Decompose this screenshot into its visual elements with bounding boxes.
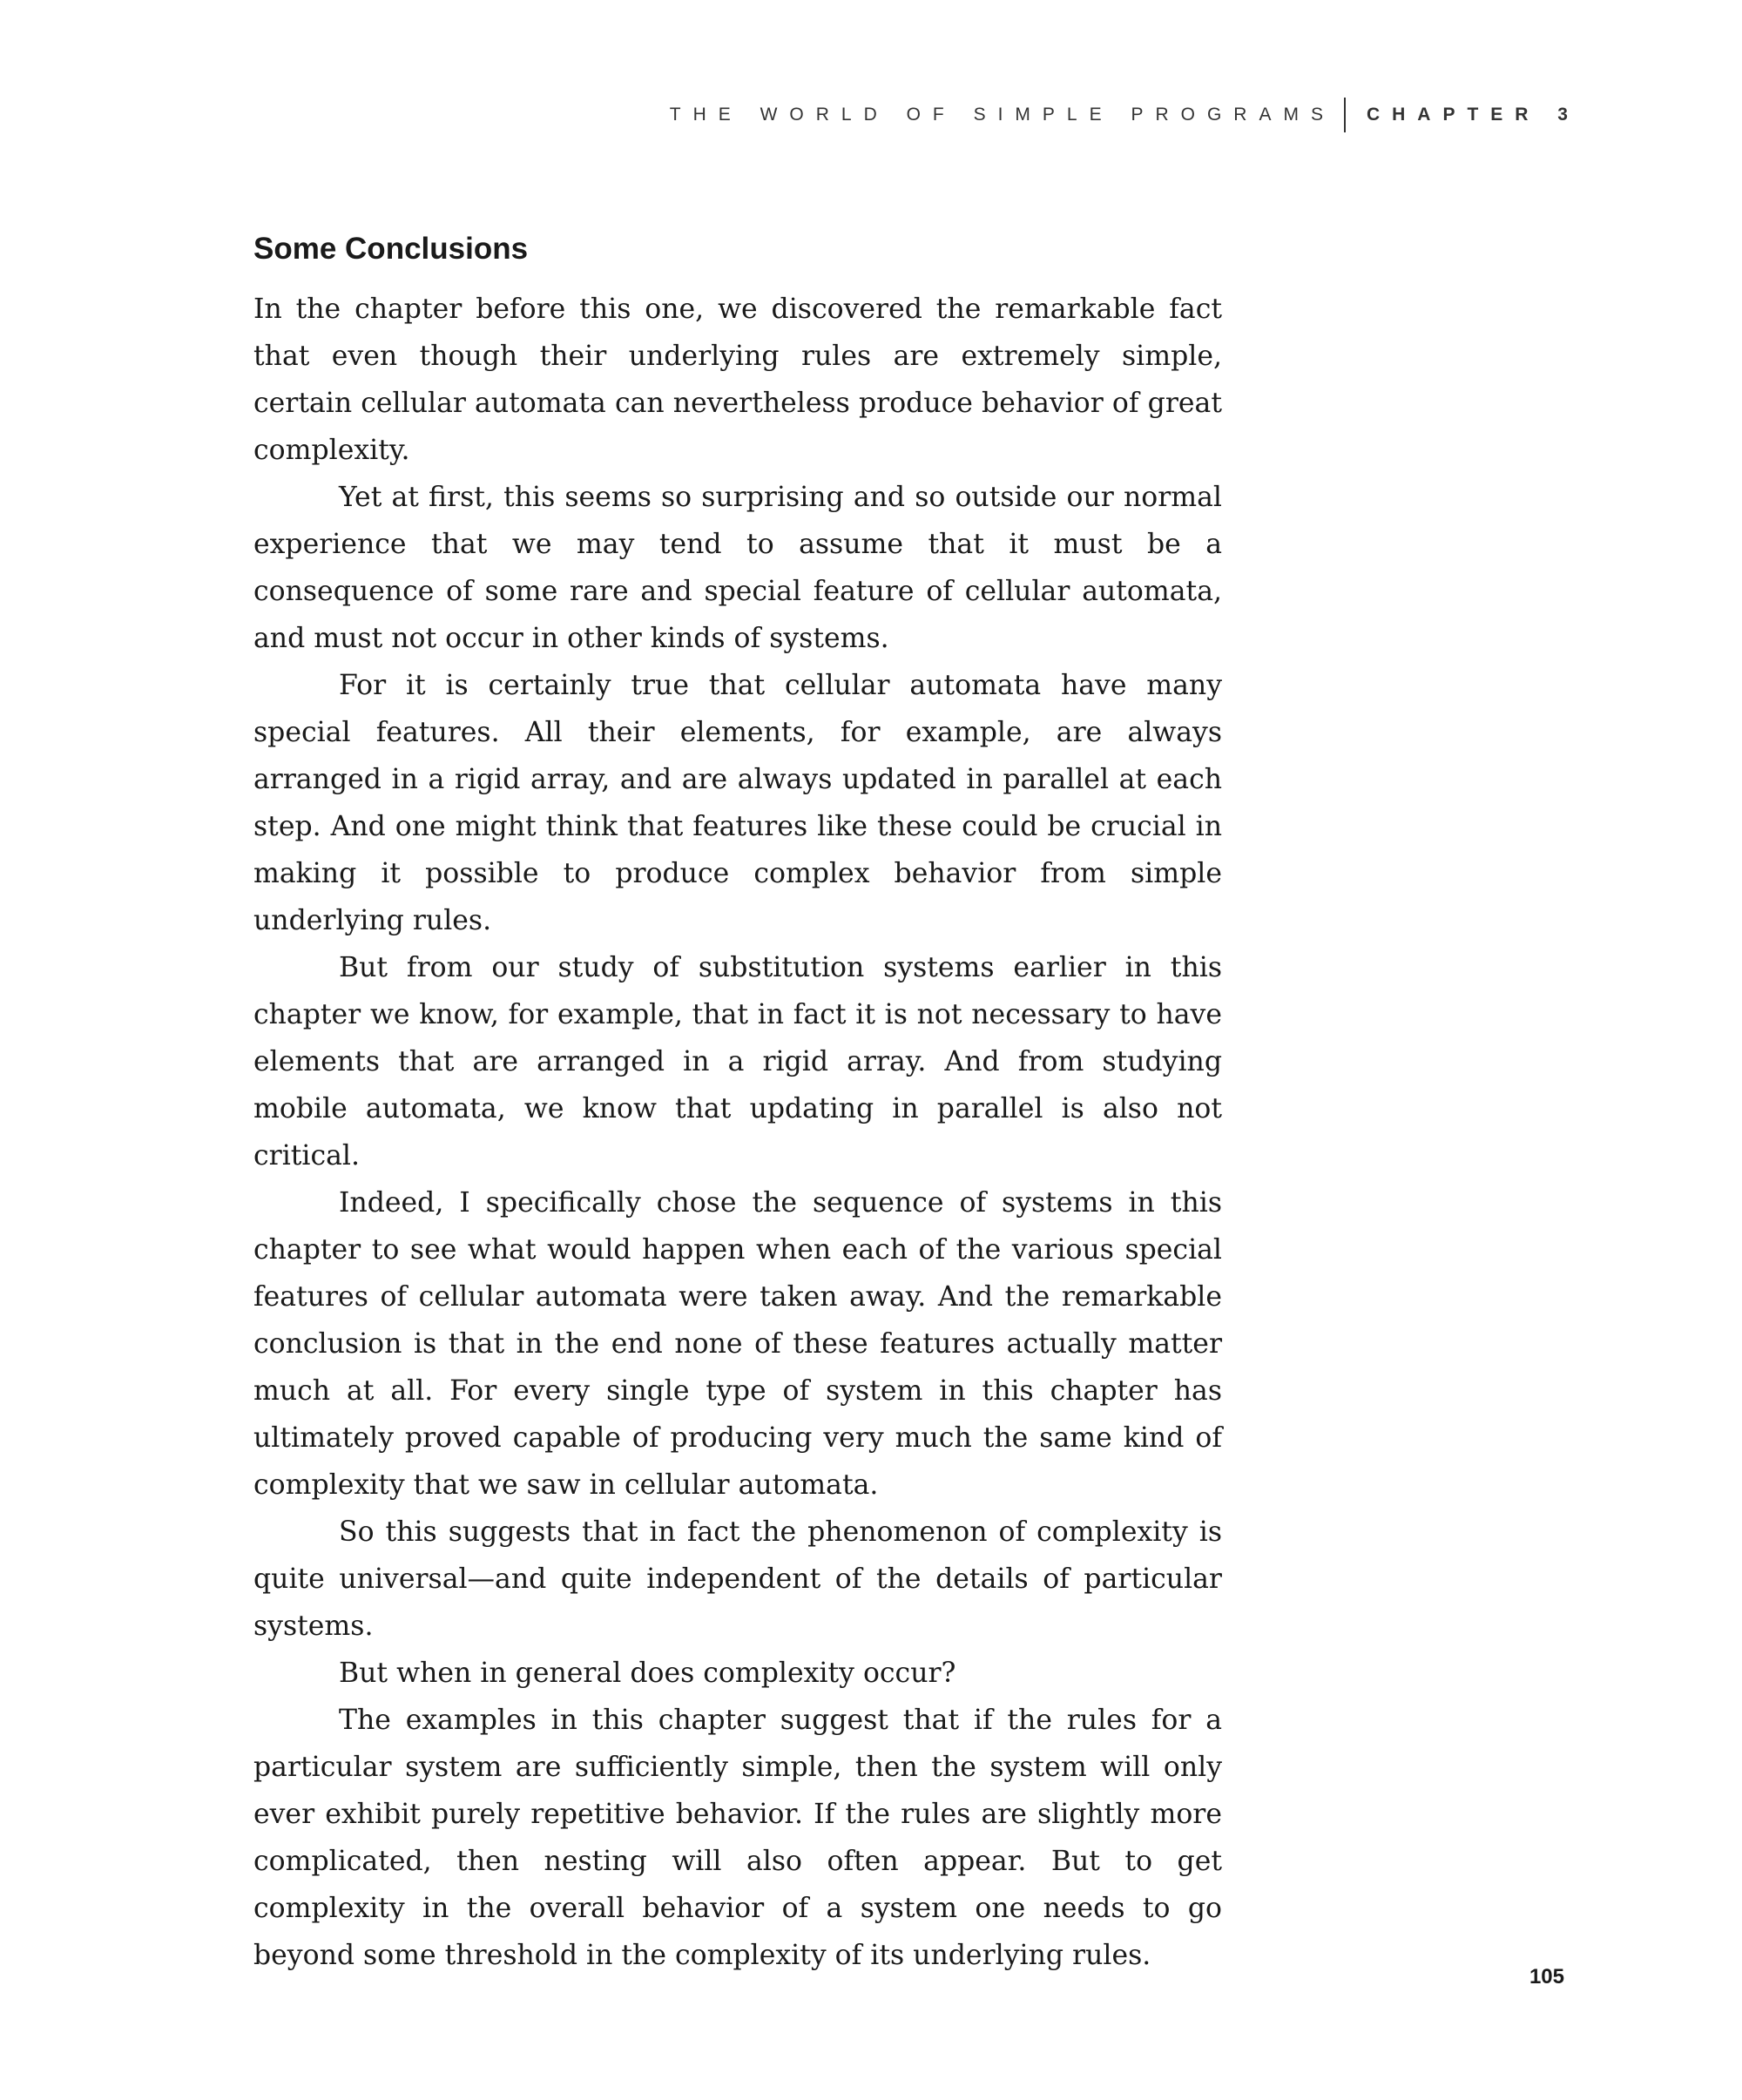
paragraph: But when in general does complexity occur?: [339, 1658, 956, 1689]
main-text: [253, 225, 1222, 1979]
running-head-chapter: CHAPTER 3: [1366, 105, 1580, 125]
running-head: [669, 98, 1580, 132]
paragraph: But from our study of substitution systems earlier in this chapter we know, for example, that in fact it is not necessary to have elements that are arranged in a rigid array. And from studying mobile automata, we know that updating in parallel is also not critical.: [253, 952, 1222, 1172]
paragraph: Yet at first, this seems so surprising and so outside our normal experience that we may tend to assume that it must be a consequence of some rare and special feature of cellular automata, and must not occur in other kinds of systems.: [253, 482, 1222, 654]
running-head-divider: [1344, 98, 1346, 132]
running-head-book-title: THE WORLD OF SIMPLE PROGRAMS: [669, 105, 1335, 125]
paragraph: So this suggests that in fact the phenomenon of complexity is quite universal—and quite independent of the details of particular systems.: [253, 1516, 1222, 1642]
paragraph: Indeed, I specifically chose the sequence of systems in this chapter to see what would happen when each of the various special features of cellular automata were taken away. And the remarkable conclusion is that in the end none of these features actually matter much at all. For every single type of system in this chapter has ultimately proved capable of producing very much the same kind of complexity that we saw in cellular automata.: [253, 1187, 1222, 1501]
page-number: 105: [1529, 1965, 1564, 1989]
paragraph: The examples in this chapter suggest that if the rules for a particular system are sufficiently simple, then the system will only ever exhibit purely repetitive behavior. If the rules are slightly more complicated, then nesting will also often appear. But to get complexity in the overall behavior of a system one needs to go beyond some threshold in the complexity of its underlying rules.: [253, 1705, 1222, 1971]
section-title: Some Conclusions: [253, 232, 529, 266]
paragraph: In the chapter before this one, we discovered the remarkable fact that even though their underlying rules are extremely simple, certain cellular automata can nevertheless produce behavior of great complexity.: [253, 294, 1222, 466]
paragraph: For it is certainly true that cellular automata have many special features. All their elements, for example, are always arranged in a rigid array, and are always updated in parallel at each step. And one might think that features like these could be crucial in making it possible to produce complex behavior from simple underlying rules.: [253, 670, 1222, 936]
